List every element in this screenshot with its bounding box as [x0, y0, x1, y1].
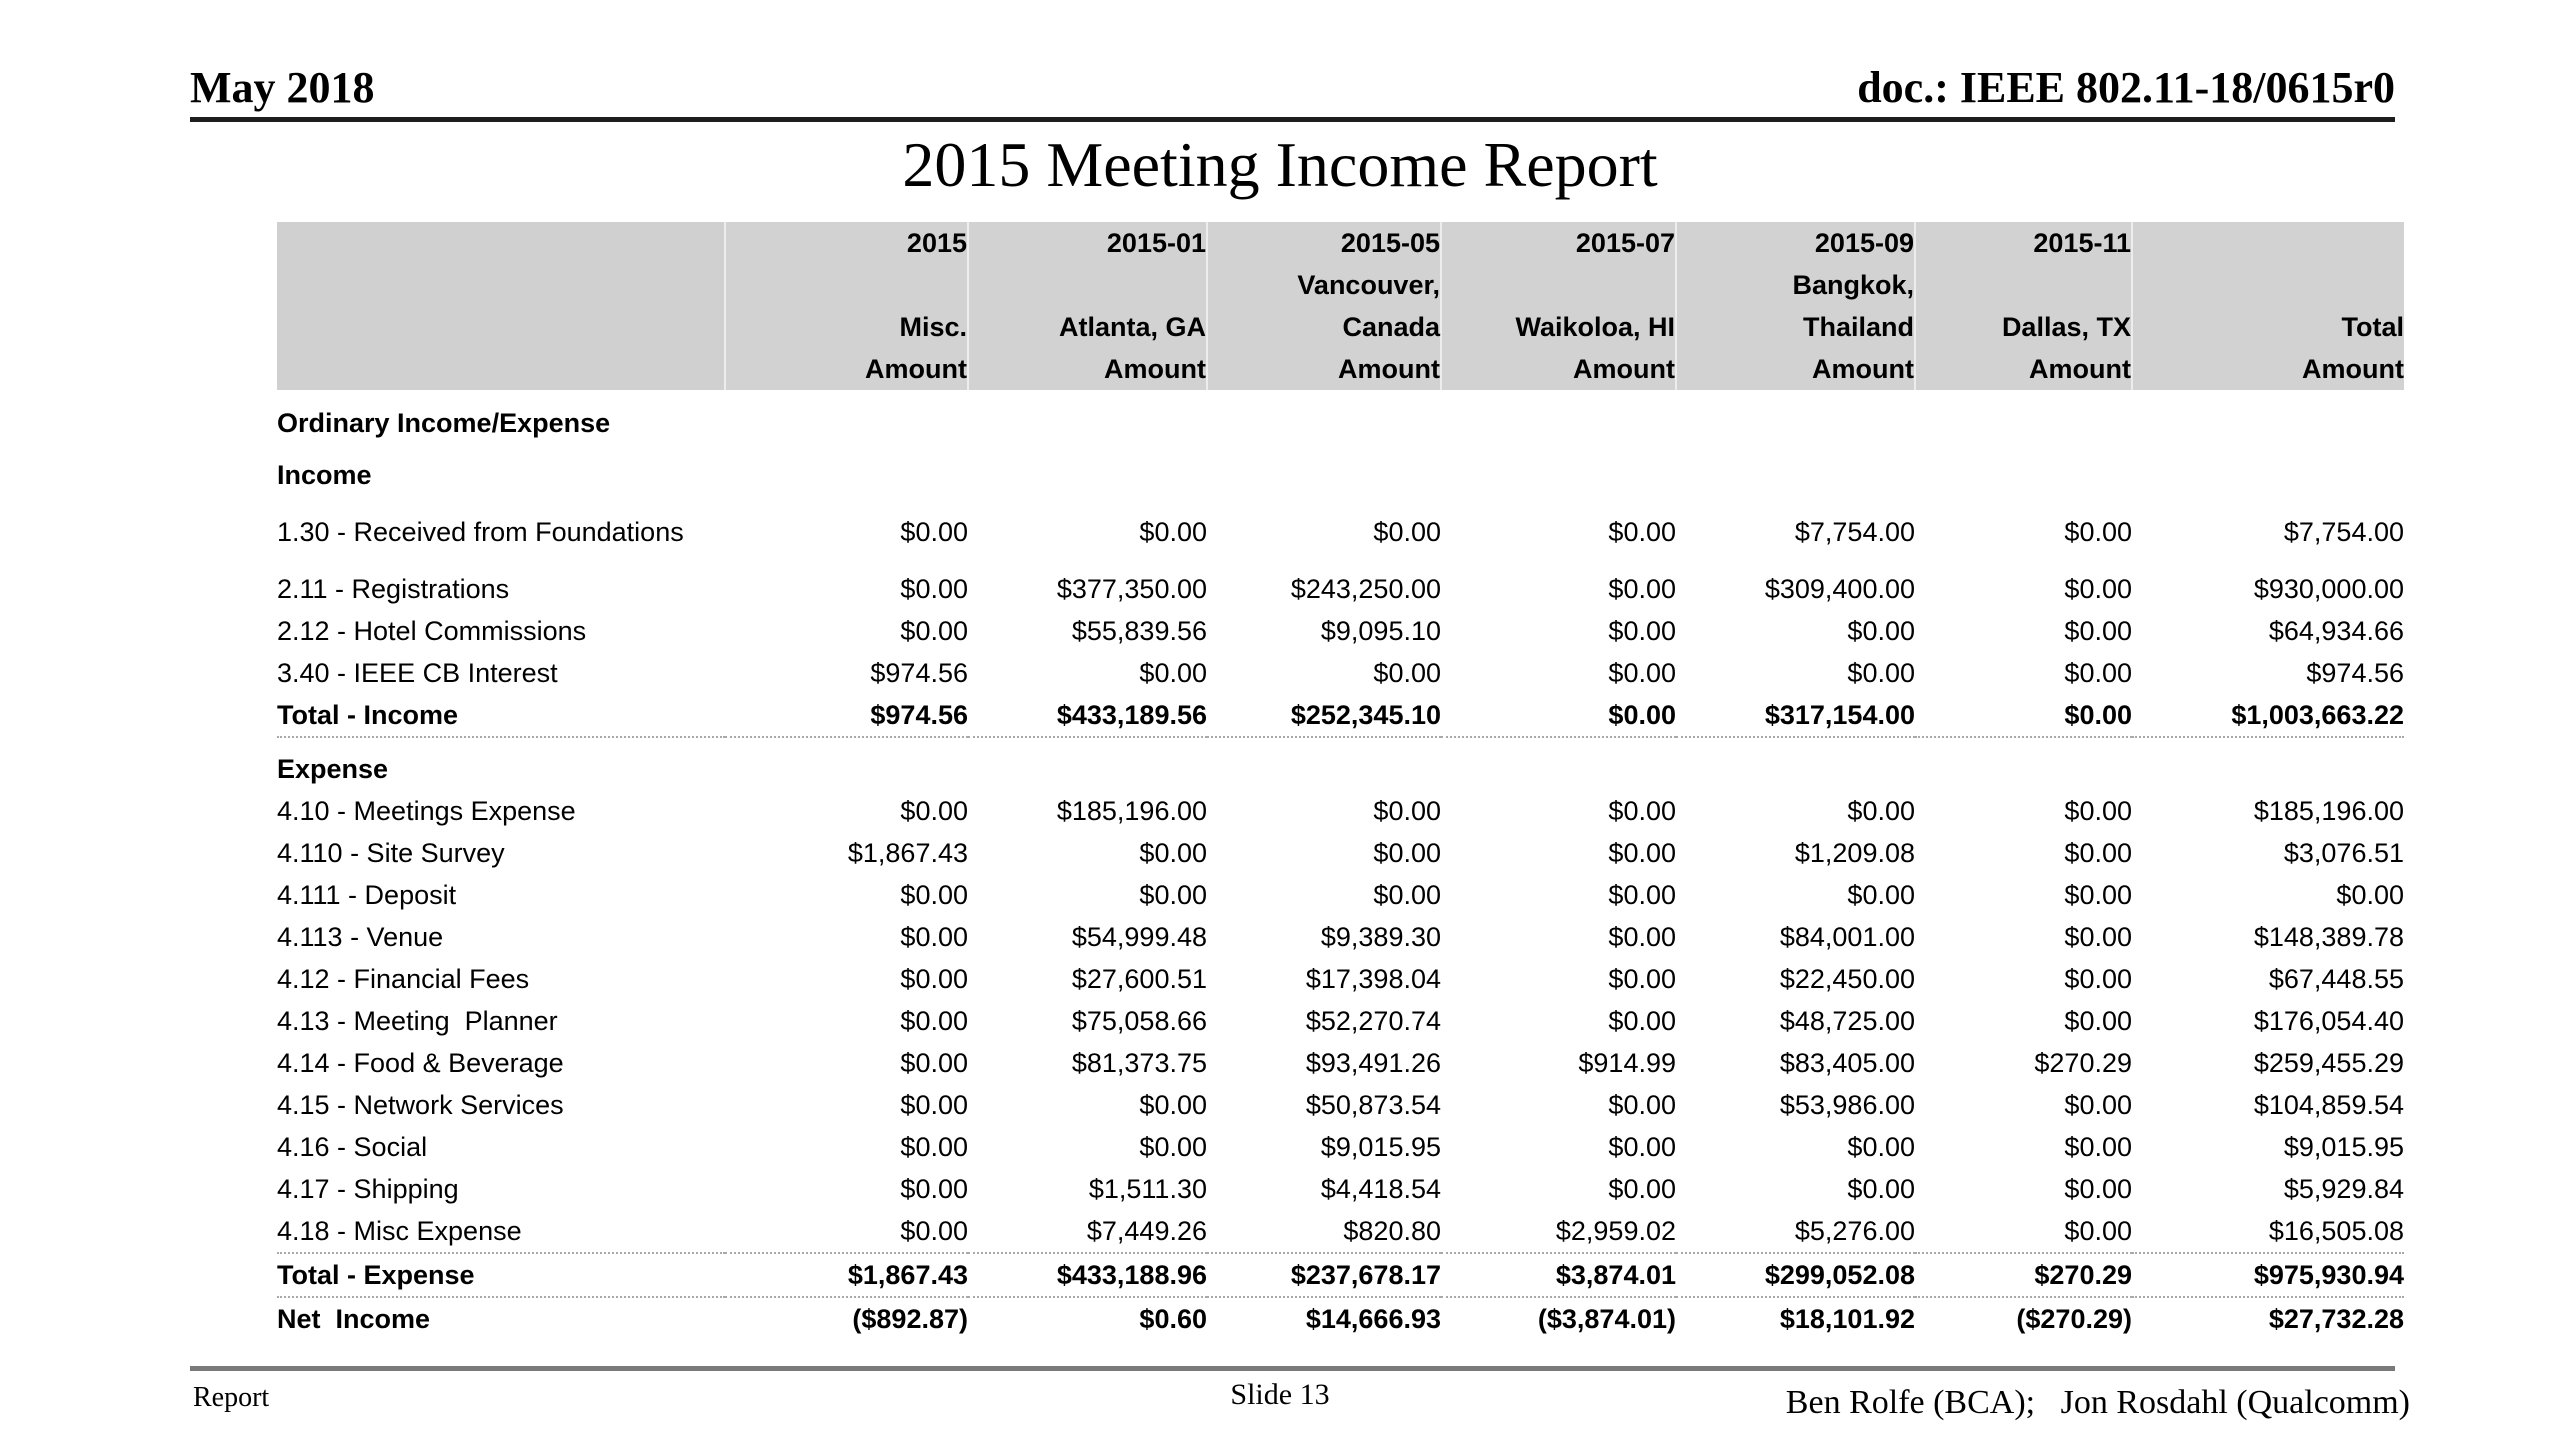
- table-row: [277, 444, 2404, 496]
- footer-divider: [190, 1366, 2395, 1371]
- amount-cell: [1441, 737, 1676, 790]
- table-row: [277, 1042, 2404, 1084]
- amount-cell: $3,874.01: [1441, 1253, 1676, 1297]
- amount-cell: $270.29: [2034, 1047, 2132, 1078]
- column-header-line: 2015-07: [1575, 228, 1675, 258]
- row-label: Total - Expense: [277, 1253, 725, 1297]
- amount-cell: [1207, 444, 1441, 496]
- amount-cell: [725, 390, 968, 444]
- column-header-line: Dallas, TX: [2001, 312, 2131, 342]
- amount-cell: [725, 737, 968, 790]
- amount-cell: $0.00: [1608, 795, 1676, 826]
- amount-cell: $259,455.29: [2253, 1047, 2404, 1078]
- column-header-line: Amount: [1104, 354, 1206, 384]
- amount-cell: $0.00: [1915, 694, 2132, 737]
- amount-cell: $55,839.56: [1071, 615, 1207, 646]
- income-report-table-wrap: [277, 222, 2404, 1340]
- amount-cell: $0.00: [2064, 573, 2132, 604]
- column-header-line: [277, 264, 724, 306]
- amount-cell: $0.00: [1139, 1131, 1207, 1162]
- amount-cell: $0.00: [1139, 657, 1207, 688]
- column-header-line: Total: [2341, 312, 2404, 342]
- amount-cell: $5,929.84: [2283, 1173, 2404, 1204]
- amount-cell: $0.00: [1139, 837, 1207, 868]
- table-row: [277, 874, 2404, 916]
- amount-cell: $930,000.00: [2253, 573, 2404, 604]
- amount-cell: $0.00: [1139, 879, 1207, 910]
- table-row: [277, 390, 2404, 444]
- amount-cell: $16,505.08: [2268, 1215, 2404, 1246]
- amount-cell: $9,015.95: [1320, 1131, 1441, 1162]
- amount-cell: $377,350.00: [1056, 573, 1207, 604]
- amount-cell: [968, 390, 1207, 444]
- amount-cell: $0.00: [1608, 1089, 1676, 1120]
- amount-cell: $3,076.51: [2283, 837, 2404, 868]
- amount-cell: $0.00: [1373, 516, 1441, 547]
- amount-cell: $0.00: [2064, 657, 2132, 688]
- column-header-line: Vancouver,: [1297, 270, 1440, 300]
- amount-cell: $237,678.17: [1207, 1253, 1441, 1297]
- amount-cell: [2132, 390, 2404, 444]
- amount-cell: $433,189.56: [968, 694, 1207, 737]
- amount-cell: [968, 444, 1207, 496]
- row-label: 4.113 - Venue: [277, 921, 444, 952]
- amount-cell: $53,986.00: [1779, 1089, 1915, 1120]
- column-header-atlanta: [968, 222, 1207, 390]
- row-label: 2.11 - Registrations: [277, 573, 510, 604]
- table-row: [277, 568, 2404, 610]
- table-row: [277, 1297, 2404, 1340]
- table-row: [277, 652, 2404, 694]
- row-label: 4.14 - Food & Beverage: [277, 1047, 564, 1078]
- amount-cell: $0.00: [1847, 1131, 1915, 1162]
- table-row: [277, 1210, 2404, 1253]
- amount-cell: [1915, 444, 2132, 496]
- column-header-misc: [725, 222, 968, 390]
- amount-cell: $0.00: [2064, 516, 2132, 547]
- table-row: [277, 790, 2404, 832]
- amount-cell: $9,095.10: [1320, 615, 1441, 646]
- amount-cell: $299,052.08: [1676, 1253, 1915, 1297]
- column-header-dallas: [1915, 222, 2132, 390]
- amount-cell: $7,449.26: [1086, 1215, 1207, 1246]
- row-label: Net Income: [277, 1303, 431, 1334]
- amount-cell: [1441, 390, 1676, 444]
- amount-cell: $0.00: [1373, 795, 1441, 826]
- amount-cell: $243,250.00: [1290, 573, 1441, 604]
- amount-cell: $0.00: [2064, 921, 2132, 952]
- row-label: 4.17 - Shipping: [277, 1173, 459, 1204]
- column-header-bangkok: [1676, 222, 1915, 390]
- header-date: May 2018: [190, 63, 375, 112]
- amount-cell: $0.00: [1608, 1173, 1676, 1204]
- row-label: Income: [277, 459, 372, 490]
- amount-cell: $0.00: [1608, 657, 1676, 688]
- amount-cell: ($3,874.01): [1537, 1303, 1676, 1334]
- row-label: 2.12 - Hotel Commissions: [277, 615, 587, 646]
- row-label: 4.110 - Site Survey: [277, 837, 505, 868]
- amount-cell: $0.00: [2064, 837, 2132, 868]
- row-label: Total - Income: [277, 694, 725, 737]
- table-row: [277, 1084, 2404, 1126]
- amount-cell: $27,600.51: [1071, 963, 1207, 994]
- amount-cell: $148,389.78: [2253, 921, 2404, 952]
- column-header-line: 2015-09: [1814, 228, 1914, 258]
- row-label: 4.111 - Deposit: [277, 879, 457, 910]
- amount-cell: $0.00: [900, 879, 968, 910]
- table-row: [277, 610, 2404, 652]
- amount-cell: $0.00: [900, 516, 968, 547]
- column-header-line: Amount: [1338, 354, 1440, 384]
- amount-cell: $5,276.00: [1794, 1215, 1915, 1246]
- footer-authors: Ben Rolfe (BCA); Jon Rosdahl (Qualcomm): [1785, 1384, 2410, 1421]
- column-header-waikoloa: [1441, 222, 1676, 390]
- amount-cell: $0.00: [1608, 516, 1676, 547]
- column-header-line: [726, 264, 967, 306]
- amount-cell: $0.00: [900, 573, 968, 604]
- amount-cell: $104,859.54: [2253, 1089, 2404, 1120]
- row-label: 4.10 - Meetings Expense: [277, 795, 576, 826]
- table-row: [277, 737, 2404, 790]
- amount-cell: $0.00: [900, 1089, 968, 1120]
- amount-cell: $974.56: [870, 657, 968, 688]
- amount-cell: $0.60: [1139, 1303, 1207, 1334]
- column-header-line: [2133, 264, 2404, 306]
- column-header-line: 2015-01: [1106, 228, 1206, 258]
- amount-cell: $433,188.96: [968, 1253, 1207, 1297]
- amount-cell: $0.00: [900, 1215, 968, 1246]
- amount-cell: $0.00: [2064, 1005, 2132, 1036]
- amount-cell: $0.00: [2064, 963, 2132, 994]
- row-label: 4.16 - Social: [277, 1131, 428, 1162]
- amount-cell: $176,054.40: [2253, 1005, 2404, 1036]
- amount-cell: [2132, 737, 2404, 790]
- column-header-line: Thailand: [1802, 312, 1914, 342]
- amount-cell: $64,934.66: [2268, 615, 2404, 646]
- column-header-line: [1442, 264, 1675, 306]
- amount-cell: $185,196.00: [2253, 795, 2404, 826]
- column-header-line: Atlanta, GA: [1058, 312, 1206, 342]
- column-header-line: [1916, 264, 2131, 306]
- amount-cell: $0.00: [1608, 1131, 1676, 1162]
- amount-cell: $1,511.30: [1088, 1173, 1207, 1204]
- amount-cell: $0.00: [2336, 879, 2404, 910]
- amount-cell: $0.00: [1608, 1005, 1676, 1036]
- amount-cell: $974.56: [725, 694, 968, 737]
- table-row: [277, 958, 2404, 1000]
- amount-cell: $0.00: [2064, 879, 2132, 910]
- amount-cell: $0.00: [2064, 1089, 2132, 1120]
- amount-cell: $7,754.00: [2283, 516, 2404, 547]
- income-report-table: [277, 222, 2404, 1340]
- footer-report-label: Report: [193, 1382, 270, 1413]
- amount-cell: $14,666.93: [1305, 1303, 1441, 1334]
- page-title: 2015 Meeting Income Report: [902, 129, 1658, 200]
- amount-cell: $252,345.10: [1207, 694, 1441, 737]
- amount-cell: $974.56: [2306, 657, 2404, 688]
- amount-cell: $52,270.74: [1305, 1005, 1441, 1036]
- table-row: [277, 832, 2404, 874]
- amount-cell: [1207, 390, 1441, 444]
- amount-cell: $0.00: [900, 1173, 968, 1204]
- column-header-line: Misc.: [899, 312, 967, 342]
- amount-cell: $317,154.00: [1676, 694, 1915, 737]
- amount-cell: [968, 737, 1207, 790]
- amount-cell: $81,373.75: [1071, 1047, 1207, 1078]
- amount-cell: $27,732.28: [2268, 1303, 2404, 1334]
- amount-cell: [2132, 444, 2404, 496]
- amount-cell: $270.29: [1915, 1253, 2132, 1297]
- column-header-label: [277, 222, 725, 390]
- column-header-line: Waikoloa, HI: [1515, 312, 1675, 342]
- amount-cell: $93,491.26: [1305, 1047, 1441, 1078]
- table-row: [277, 1126, 2404, 1168]
- amount-cell: $18,101.92: [1779, 1303, 1915, 1334]
- amount-cell: [1441, 444, 1676, 496]
- amount-cell: $0.00: [1608, 921, 1676, 952]
- amount-cell: [1676, 444, 1915, 496]
- row-label: 4.15 - Network Services: [277, 1089, 564, 1120]
- amount-cell: $0.00: [2064, 1131, 2132, 1162]
- column-header-line: Amount: [865, 354, 967, 384]
- amount-cell: [1915, 390, 2132, 444]
- amount-cell: $0.00: [900, 1131, 968, 1162]
- amount-cell: $0.00: [1608, 963, 1676, 994]
- column-header-line: 2015-11: [2033, 228, 2131, 258]
- row-label: Expense: [277, 753, 389, 784]
- amount-cell: $0.00: [1847, 615, 1915, 646]
- amount-cell: $0.00: [1847, 657, 1915, 688]
- amount-cell: $75,058.66: [1071, 1005, 1207, 1036]
- amount-cell: $22,450.00: [1779, 963, 1915, 994]
- amount-cell: $50,873.54: [1305, 1089, 1441, 1120]
- column-header-line: Amount: [2029, 354, 2131, 384]
- amount-cell: $0.00: [900, 795, 968, 826]
- amount-cell: ($892.87): [852, 1303, 968, 1334]
- table-header: [277, 222, 2404, 390]
- amount-cell: $0.00: [1608, 615, 1676, 646]
- amount-cell: [725, 444, 968, 496]
- amount-cell: $0.00: [900, 921, 968, 952]
- table-row: [277, 1168, 2404, 1210]
- table-row: [277, 694, 2404, 737]
- header-doc-number: doc.: IEEE 802.11-18/0615r0: [1857, 63, 2395, 112]
- row-label: 3.40 - IEEE CB Interest: [277, 657, 558, 688]
- column-header-vancouver: [1207, 222, 1441, 390]
- amount-cell: $0.00: [1847, 1173, 1915, 1204]
- amount-cell: $0.00: [2064, 615, 2132, 646]
- amount-cell: $84,001.00: [1779, 921, 1915, 952]
- amount-cell: $4,418.54: [1320, 1173, 1441, 1204]
- row-label: 1.30 - Received from Foundations: [277, 516, 684, 547]
- column-header-line: [2133, 222, 2404, 264]
- table-body: [277, 390, 2404, 1340]
- footer-slide-number: Slide 13: [1230, 1378, 1330, 1411]
- column-header-line: Amount: [1573, 354, 1675, 384]
- table-row: [277, 496, 2404, 568]
- amount-cell: $0.00: [900, 1005, 968, 1036]
- amount-cell: $0.00: [1847, 879, 1915, 910]
- row-label: Ordinary Income/Expense: [277, 407, 611, 438]
- amount-cell: $67,448.55: [2268, 963, 2404, 994]
- amount-cell: [1676, 737, 1915, 790]
- amount-cell: [1676, 390, 1915, 444]
- amount-cell: $309,400.00: [1764, 573, 1915, 604]
- amount-cell: $7,754.00: [1794, 516, 1915, 547]
- amount-cell: $0.00: [1847, 795, 1915, 826]
- column-header-line: [969, 264, 1206, 306]
- amount-cell: $0.00: [1608, 879, 1676, 910]
- header-row: [277, 222, 2404, 390]
- amount-cell: $83,405.00: [1779, 1047, 1915, 1078]
- amount-cell: $0.00: [2064, 795, 2132, 826]
- amount-cell: $0.00: [900, 963, 968, 994]
- table-row: [277, 1253, 2404, 1297]
- amount-cell: $1,867.43: [725, 1253, 968, 1297]
- amount-cell: ($270.29): [2016, 1303, 2132, 1334]
- amount-cell: $914.99: [1578, 1047, 1676, 1078]
- row-label: 4.12 - Financial Fees: [277, 963, 530, 994]
- amount-cell: $0.00: [1608, 837, 1676, 868]
- amount-cell: $0.00: [900, 1047, 968, 1078]
- amount-cell: $0.00: [1139, 516, 1207, 547]
- amount-cell: $820.80: [1343, 1215, 1441, 1246]
- amount-cell: $0.00: [1608, 573, 1676, 604]
- amount-cell: $1,209.08: [1794, 837, 1915, 868]
- amount-cell: [1915, 737, 2132, 790]
- amount-cell: $0.00: [900, 615, 968, 646]
- row-label: 4.18 - Misc Expense: [277, 1215, 522, 1246]
- amount-cell: $975,930.94: [2132, 1253, 2404, 1297]
- column-header-line: Amount: [2302, 354, 2404, 384]
- amount-cell: $0.00: [1373, 657, 1441, 688]
- amount-cell: [1207, 737, 1441, 790]
- column-header-line: Bangkok,: [1792, 270, 1914, 300]
- amount-cell: $9,015.95: [2283, 1131, 2404, 1162]
- column-header-line: Amount: [1812, 354, 1914, 384]
- amount-cell: $0.00: [1441, 694, 1676, 737]
- amount-cell: $48,725.00: [1779, 1005, 1915, 1036]
- amount-cell: $185,196.00: [1056, 795, 1207, 826]
- amount-cell: $1,867.43: [847, 837, 968, 868]
- column-header-line: [277, 306, 724, 348]
- column-header-total: [2132, 222, 2404, 390]
- amount-cell: $0.00: [2064, 1173, 2132, 1204]
- column-header-line: [277, 222, 724, 264]
- amount-cell: $1,003,663.22: [2132, 694, 2404, 737]
- column-header-line: 2015-05: [1340, 228, 1440, 258]
- row-label: 4.13 - Meeting Planner: [277, 1005, 558, 1036]
- amount-cell: $0.00: [2064, 1215, 2132, 1246]
- table-row: [277, 1000, 2404, 1042]
- amount-cell: $2,959.02: [1555, 1215, 1676, 1246]
- amount-cell: $0.00: [1139, 1089, 1207, 1120]
- slide-header: [190, 62, 2395, 122]
- amount-cell: $54,999.48: [1071, 921, 1207, 952]
- column-header-line: Canada: [1342, 312, 1440, 342]
- column-header-line: [277, 348, 724, 390]
- table-row: [277, 916, 2404, 958]
- column-header-line: 2015: [906, 228, 967, 258]
- amount-cell: $0.00: [1373, 879, 1441, 910]
- amount-cell: $17,398.04: [1305, 963, 1441, 994]
- amount-cell: $0.00: [1373, 837, 1441, 868]
- amount-cell: $9,389.30: [1320, 921, 1441, 952]
